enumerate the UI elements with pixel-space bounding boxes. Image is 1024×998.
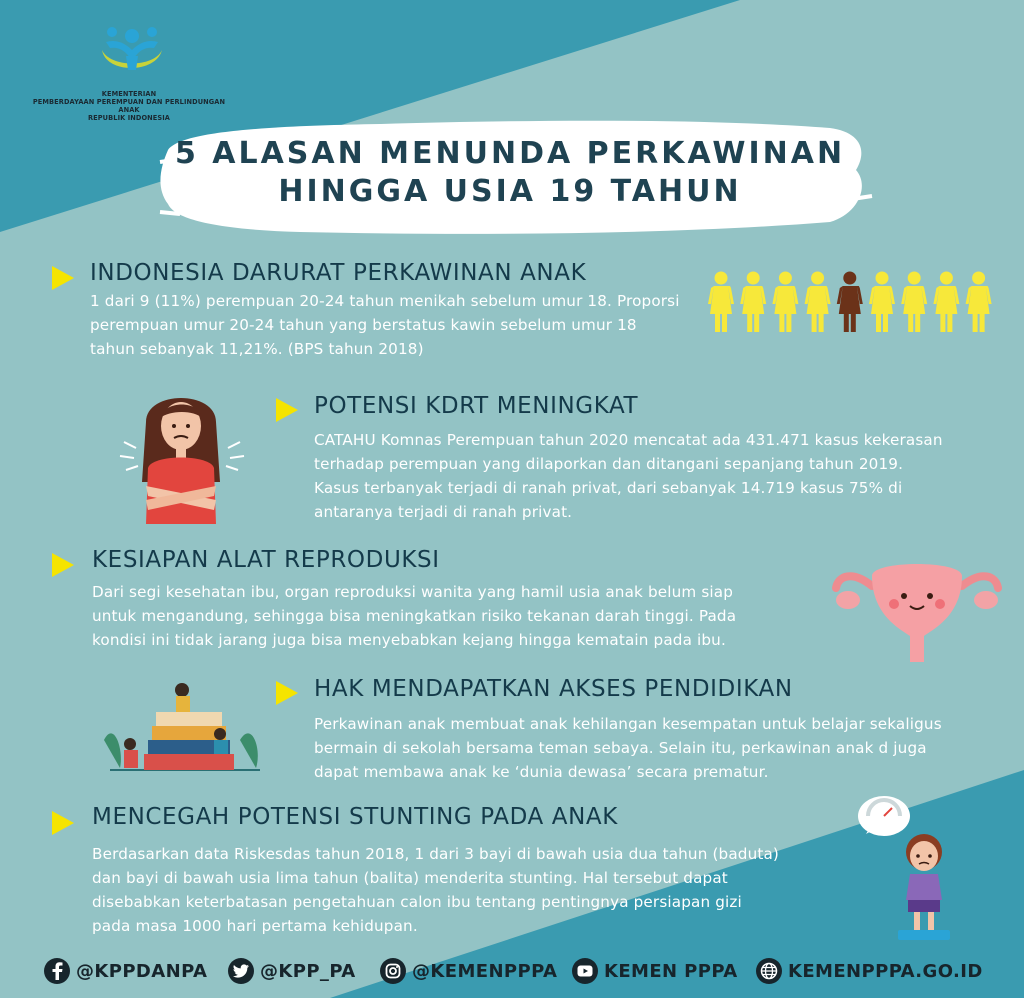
bullet-icon <box>52 266 74 290</box>
section-1-line: tahun sebanyak 11,21%. (BPS tahun 2018) <box>90 340 424 358</box>
section-5-line: disebabkan keterbatasan pengetahuan calon ibu tentang pentingnya persiapan gizi <box>92 893 742 911</box>
section-4-line: bermain di sekolah bersama teman sebaya. Selain itu, perkawinan anak d juga <box>314 739 927 757</box>
section-3-heading: KESIAPAN ALAT REPRODUKSI <box>92 547 440 573</box>
women-ratio-figures <box>705 270 995 334</box>
section-5-line: Berdasarkan data Riskesdas tahun 2018, 1 dari 3 bayi di bawah usia dua tahun (baduta) <box>92 845 779 863</box>
woman-figure <box>740 272 766 333</box>
section-4-heading: HAK MENDAPATKAN AKSES PENDIDIKAN <box>314 676 793 702</box>
footer-facebook[interactable] <box>44 957 207 985</box>
books-study-illustration <box>100 670 266 776</box>
section-3-line: Dari segi kesehatan ibu, organ reproduksi wanita yang hamil usia anak belum siap <box>92 583 733 601</box>
section-5-heading: MENCEGAH POTENSI STUNTING PADA ANAK <box>92 804 618 830</box>
footer-instagram-handle: @KEMENPPPA <box>412 960 558 982</box>
woman-figure <box>933 272 959 333</box>
footer-facebook-handle: @KPPDANPA <box>76 960 208 982</box>
footer-website-url: KEMENPPPA.GO.ID <box>788 960 983 982</box>
page-title-line-1: 5 ALASAN MENUNDA PERKAWINAN <box>174 136 846 171</box>
section-2-body <box>314 428 1004 524</box>
bullet-icon <box>52 811 74 835</box>
section-1-body <box>90 289 730 361</box>
woman-figure <box>901 272 927 333</box>
ministry-logo <box>96 22 168 90</box>
globe-icon <box>756 958 782 984</box>
section-5-line: pada masa 1000 hari pertama kehidupan. <box>92 917 418 935</box>
section-2-line: CATAHU Komnas Perempuan tahun 2020 mencatat ada 431.471 kasus kekerasan <box>314 431 943 449</box>
section-1-line: 1 dari 9 (11%) perempuan 20-24 tahun menikah sebelum umur 18. Proporsi <box>90 292 680 310</box>
footer-website[interactable] <box>756 957 983 985</box>
ministry-line-1: KEMENTERIAN <box>101 90 157 98</box>
bullet-icon <box>52 553 74 577</box>
ministry-line-2: PEMBERDAYAAN PEREMPUAN DAN PERLINDUNGAN ANAK <box>32 98 226 114</box>
section-1-heading: INDONESIA DARURAT PERKAWINAN ANAK <box>90 260 587 286</box>
footer-twitter-handle: @KPP_PA <box>260 960 356 982</box>
bullet-icon <box>276 398 298 422</box>
section-2-heading: POTENSI KDRT MENINGKAT <box>314 393 639 419</box>
facebook-icon <box>44 958 70 984</box>
footer-twitter[interactable] <box>228 957 356 985</box>
distressed-woman-illustration <box>116 382 248 524</box>
footer-youtube[interactable] <box>572 957 738 985</box>
woman-figure <box>869 272 895 333</box>
instagram-icon <box>380 958 406 984</box>
section-2-line: antaranya terjadi di ranah privat. <box>314 503 573 521</box>
bullet-icon <box>276 681 298 705</box>
woman-figure <box>708 272 734 333</box>
child-on-scale-illustration <box>852 790 962 942</box>
footer-instagram[interactable] <box>380 957 557 985</box>
woman-figure <box>805 272 831 333</box>
section-5-body <box>92 842 842 938</box>
section-1-line: perempuan umur 20-24 tahun yang berstatus kawin sebelum umur 18 <box>90 316 637 334</box>
woman-figure <box>966 272 992 333</box>
twitter-icon <box>228 958 254 984</box>
section-4-line: dapat membawa anak ke ‘dunia dewasa’ secara prematur. <box>314 763 769 781</box>
section-3-body <box>92 580 812 652</box>
uterus-illustration <box>832 556 1002 670</box>
footer-youtube-handle: KEMEN PPPA <box>604 960 738 982</box>
section-4-line: Perkawinan anak membuat anak kehilangan kesempatan untuk belajar sekaligus <box>314 715 942 733</box>
section-3-line: kondisi ini tidak jarang juga bisa menyebabkan kejang hingga kematain pada ibu. <box>92 631 726 649</box>
section-4-body <box>314 712 1004 784</box>
woman-figure <box>772 272 798 333</box>
section-2-line: Kasus terbanyak terjadi di ranah privat, dari sebanyak 14.719 kasus 75% di <box>314 479 903 497</box>
woman-figure-highlighted <box>837 272 863 333</box>
section-2-line: terhadap perempuan yang dilaporkan dan ditangani sepanjang tahun 2019. <box>314 455 904 473</box>
ministry-line-3: REPUBLIK INDONESIA <box>87 114 171 122</box>
youtube-icon <box>572 958 598 984</box>
section-5-line: dan bayi di bawah usia lima tahun (balita) menderita stunting. Hal tersebut dapat <box>92 869 728 887</box>
ministry-name <box>24 90 234 122</box>
page-title-line-2: HINGGA USIA 19 TAHUN <box>278 174 742 209</box>
section-3-line: untuk mengandung, sehingga bisa meningkatkan risiko tekanan darah tinggi. Pada <box>92 607 737 625</box>
